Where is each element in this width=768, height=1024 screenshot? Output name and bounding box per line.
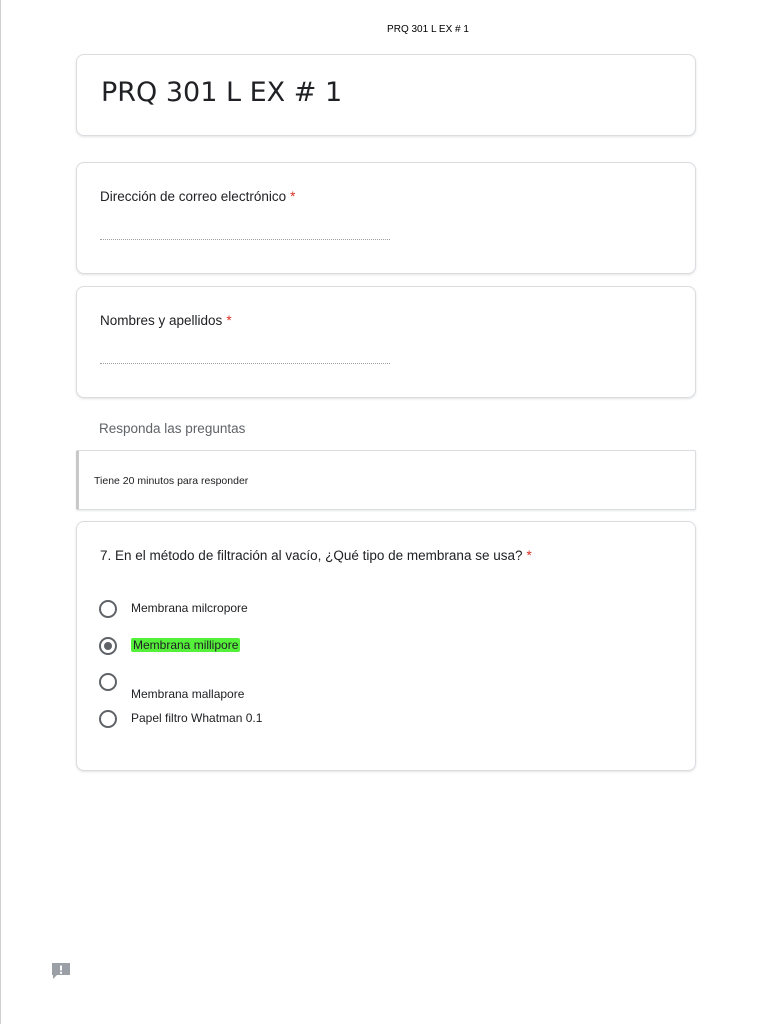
question-7-title [100,548,532,563]
email-label [100,189,295,204]
required-asterisk: * [290,189,296,204]
section-description-card [76,450,696,510]
option-label: Membrana mallapore [131,687,245,701]
radio-button[interactable] [99,673,117,691]
name-input[interactable] [100,363,390,364]
email-input[interactable] [100,239,390,240]
email-label-text: Dirección de correo electrónico [100,189,287,204]
name-label-text: Nombres y apellidos [100,313,223,328]
report-problem-icon[interactable] [50,962,72,980]
option-whatman[interactable] [99,710,499,732]
option-label: Membrana milcropore [131,601,248,615]
question-7-card [76,521,696,771]
radio-button[interactable] [99,600,117,618]
section-description: Tiene 20 minutos para responder [94,475,249,487]
email-question-card [76,162,696,274]
form-title: PRQ 301 L EX # 1 [101,77,343,108]
option-label-selected: Membrana millipore [133,638,239,652]
name-label [100,313,232,328]
option-mallapore[interactable] [99,673,499,705]
title-card [76,54,696,136]
name-question-card [76,286,696,398]
radio-button[interactable] [99,710,117,728]
page-header: PRQ 301 L EX # 1 [387,24,469,35]
page-edge [0,0,1,1024]
section-title: Responda las preguntas [99,421,246,436]
radio-button-selected[interactable] [99,637,117,655]
question-7-text: 7. En el método de filtración al vacío, ¿Qué tipo de membrana se usa? [100,548,523,563]
option-label: Papel filtro Whatman 0.1 [131,711,263,725]
required-asterisk: * [226,313,232,328]
required-asterisk: * [526,548,532,563]
option-millipore[interactable] [99,637,499,659]
option-milcropore[interactable] [99,600,499,622]
